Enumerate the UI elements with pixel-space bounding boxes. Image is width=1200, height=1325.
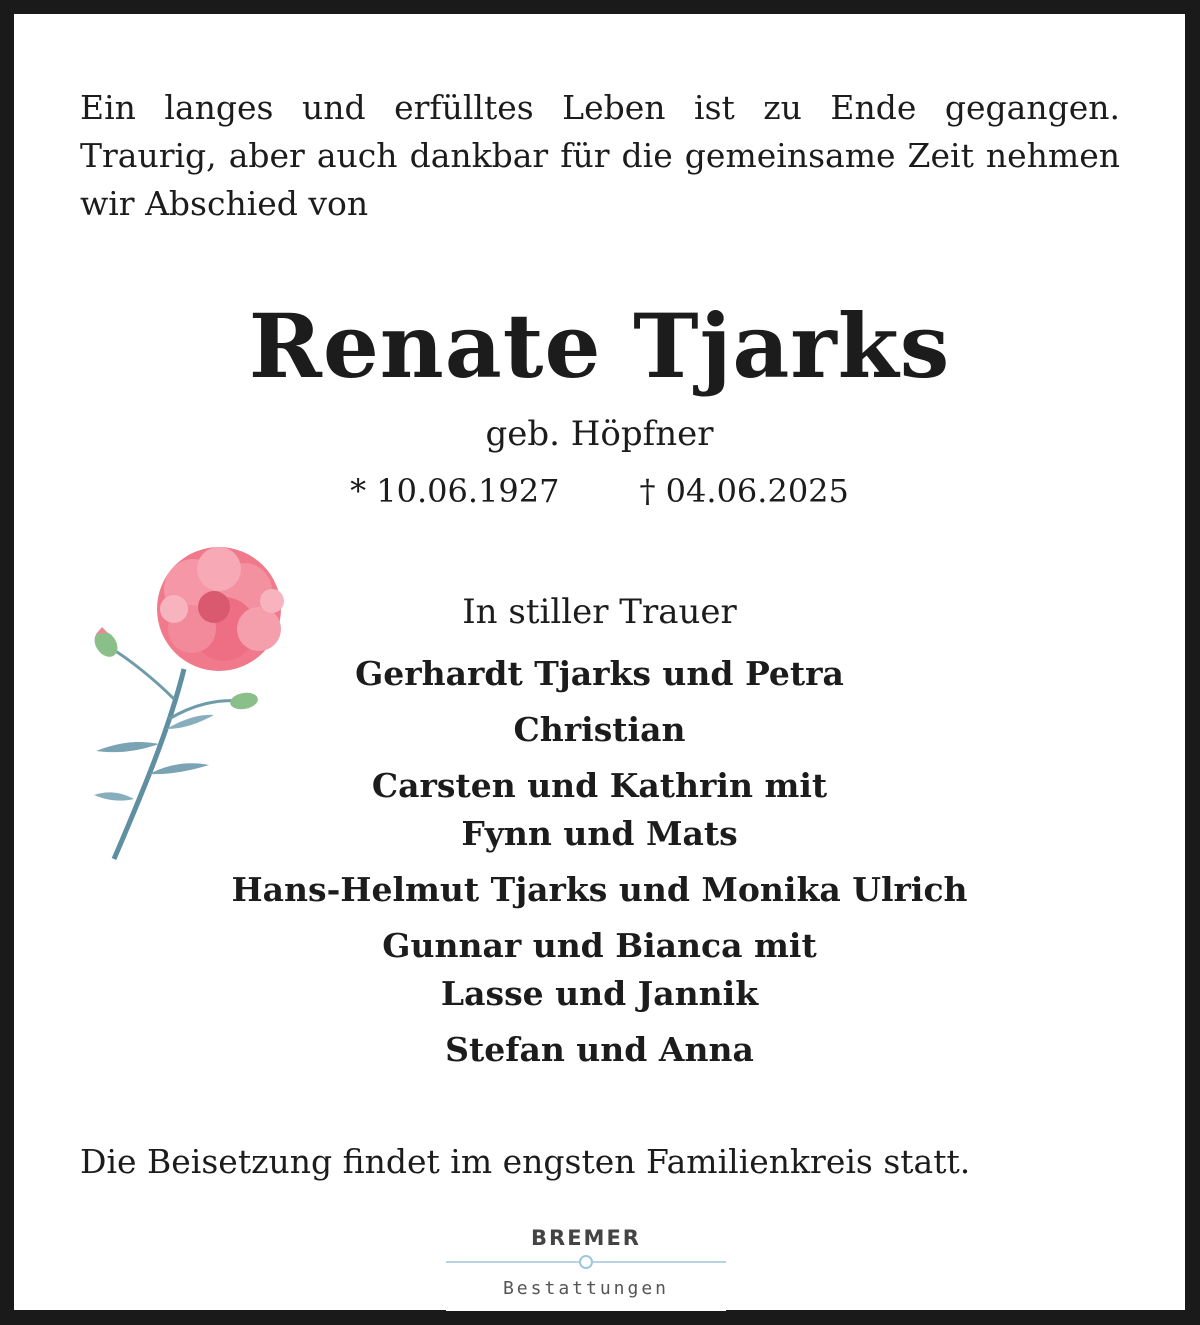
birth-date: * 10.06.1927 [350,472,560,510]
family-line: Gerhardt Tjarks und Petra [355,654,844,693]
logo-bottom-text: Bestattungen [502,1278,670,1299]
mourning-heading: In stiller Trauer [462,592,737,632]
logo-divider-icon [446,1252,726,1272]
logo-top-text: BREMER [531,1226,641,1250]
family-list [14,650,1185,1082]
family-entry [14,1026,1185,1074]
family-entry [14,922,1185,1018]
death-date: † 04.06.2025 [639,472,849,510]
deceased-name: Renate Tjarks [248,294,951,398]
family-line: Christian [513,710,686,749]
intro-text: Ein langes und erfülltes Leben ist zu Ende gegangen. Traurig, aber auch dankbar für die gemeinsame Zeit nehmen wir Abschied von [80,88,1120,223]
obituary-card [14,14,1185,1310]
family-line: Hans-Helmut Tjarks und Monika Ulrich [231,870,968,909]
funeral-home-logo [446,1216,726,1311]
family-line: Stefan und Anna [445,1030,754,1069]
life-dates [14,472,1185,510]
family-line: Gunnar und Bianca mit [382,926,817,965]
family-line: Carsten und Kathrin mit [371,766,828,805]
family-entry [14,650,1185,698]
family-entry [14,866,1185,914]
family-line: Fynn und Mats [461,814,738,853]
family-entry [14,706,1185,754]
family-line: Lasse und Jannik [440,974,759,1013]
closing-text: Die Beisetzung findet im engsten Familienkreis statt. [80,1142,971,1181]
family-entry [14,762,1185,858]
maiden-name: geb. Höpfner [485,414,714,454]
